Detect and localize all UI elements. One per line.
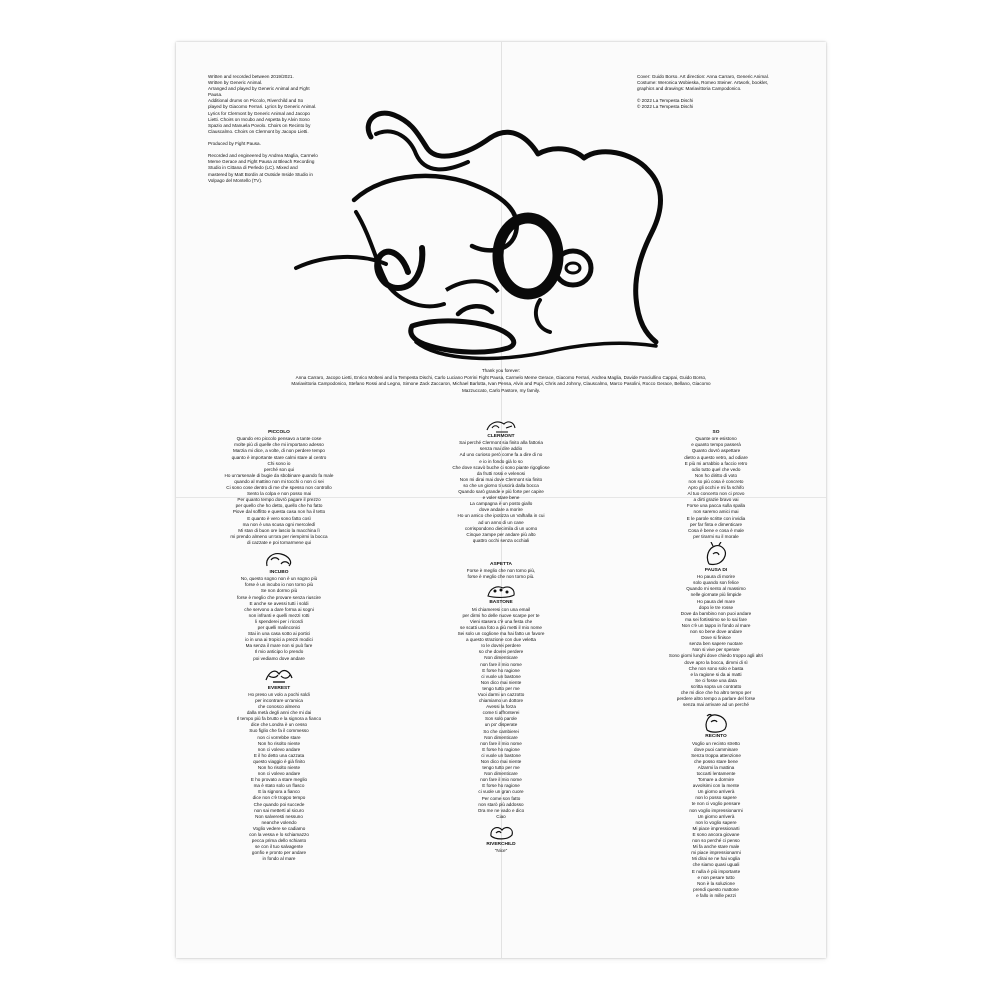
text-line: Lyrics for Clermont by Generic Animal and Jacopo — [208, 110, 310, 116]
text-line: nelle giornate più limpide — [690, 592, 742, 598]
text-line: non sai metterti al sicuro — [254, 807, 304, 813]
text-line: non so più cosa è concreto — [688, 478, 744, 484]
lyrics-clermont — [431, 440, 571, 544]
text-line: per tirarmi su il morale — [693, 533, 739, 539]
text-line: mastered by Matt Bordin at Outside Inside Studio in — [208, 171, 313, 177]
text-line: Non c'è un tappo in fondo al mare — [681, 622, 751, 628]
lyrics-pausa-di — [646, 574, 786, 708]
text-line: Written by Generic Animal. — [208, 80, 263, 86]
song-title-recinto: RECINTO — [705, 734, 727, 740]
song-title-clermont: CLERMONT — [487, 434, 515, 439]
text-line: Voglio vedere se cadiamo — [252, 825, 306, 831]
song-title-piccolo: PICCOLO — [268, 430, 290, 435]
text-line: so che dovrei perdere — [478, 649, 524, 655]
text-line: Se non dormo più — [260, 588, 298, 594]
text-line: mi piace impressionarmi — [691, 850, 741, 856]
text-line: E anche se avessi tutti i soldi — [249, 600, 309, 606]
text-line: So che cambierei — [483, 728, 519, 734]
text-line: quanto è importante stare calmi stare al centro — [231, 454, 327, 460]
poster-sheet — [176, 42, 826, 958]
text-line: E forse ho ragione — [482, 667, 520, 673]
text-line: Per quanto tempo dovrò pagare il prezzo — [237, 497, 321, 503]
text-line: E sono ancora giovane — [692, 831, 740, 837]
text-line: © 2022 La Tempesta Dischi — [637, 104, 694, 110]
text-line: non saremo amici mai — [693, 509, 739, 515]
text-line: Non si vive per sperare — [692, 647, 740, 653]
big-eye-outer — [498, 218, 558, 294]
text-line: per far finta e dimenticare — [689, 521, 743, 527]
lyrics-incubo — [209, 576, 349, 661]
song-title-riverchild: RIVERCHILD — [486, 841, 516, 847]
text-line: e la ragione si da ai matti — [690, 671, 742, 677]
brow-line — [354, 176, 517, 250]
text-line: corrispondono diecimila di un uomo — [464, 525, 538, 531]
text-line: so che un giorno ti uscirà dalla bocca — [463, 482, 539, 488]
text-line: senza mai arrivare ad un perché — [683, 702, 749, 708]
lyrics-bastone — [431, 607, 571, 820]
text-line: Produced by Fight Pausa. — [208, 141, 261, 147]
nose-line — [536, 300, 550, 332]
clermont-doodle-icon — [484, 418, 518, 434]
text-line: Apro gli occhi e mi fa schifo — [688, 485, 744, 491]
text-line: E la signora a fianco — [258, 789, 300, 795]
column-center — [431, 416, 571, 854]
text-line: dice non c'è troppo tempo — [252, 795, 306, 801]
text-line: che posso stare bene — [694, 758, 738, 764]
text-line: ad un anno di un cane — [478, 519, 524, 525]
text-line: e non pesare tutto — [697, 874, 735, 880]
text-line: e io in fondo già lo so — [479, 458, 523, 464]
text-line: Alzarmi la mattina — [697, 764, 735, 770]
text-line: Forse una pacca sulla spalla — [686, 503, 746, 509]
song-title-aspetta: ASPETTA — [489, 561, 513, 567]
recinto-doodle-icon — [701, 710, 731, 734]
text-line: Mi stan di buon ore lascio la macchina lì — [238, 527, 320, 533]
text-line: Piove dal soffitto e questa casa non ha il tetto — [232, 509, 326, 515]
text-line: non so perché ci penso — [692, 838, 740, 844]
text-line: Meme Gerace and Fight Pausa at Bleach Recording — [208, 159, 315, 165]
text-line: li spenderei per i ricordi — [255, 618, 303, 624]
text-line: Non ho diritto di voto — [694, 472, 738, 478]
text-line: Ho un amico che ipotizza un Valhalla in cui — [457, 513, 545, 519]
song-title-pausa-di: PAUSA DI — [704, 567, 728, 573]
text-line: Arranged and played by Generic Animal and Fight — [208, 86, 310, 92]
text-line: e voler stare bene — [482, 495, 520, 501]
text-line: forse è meglio che non torno più. — [467, 574, 535, 580]
text-line: ci vuole un bastone — [481, 673, 521, 679]
text-line: Lietti. Choirs on Incubo and Aspetta by Alvin Sono — [208, 116, 310, 122]
text-line: Ora me ne vado e dico — [477, 807, 525, 813]
text-line: quando al mattino non mi tocchi o non ci sei — [234, 478, 324, 484]
text-line: E più mi arrabbio a faccio retro — [684, 460, 748, 466]
text-line: Ma senza il mare non si può fare — [245, 643, 313, 649]
pausa-di-doodle-icon — [701, 542, 731, 568]
text-line: solo quando son felice — [693, 580, 739, 586]
text-line: Non dico mai niente — [480, 759, 522, 765]
text-line: che servono a dare forma ai sogni — [244, 606, 314, 612]
text-line: © 2022 La Tempesta Dischi — [637, 98, 694, 104]
text-line: E ho provato a stare meglio — [250, 777, 308, 783]
text-line: Tornare a dormire — [697, 777, 735, 783]
text-line: un po' disperate — [484, 722, 518, 728]
text-line: Senza troppa attenzione — [691, 752, 741, 758]
thanks-block — [266, 368, 736, 394]
text-line: non lo voglio sapere — [695, 819, 737, 825]
riverchild-doodle-icon — [486, 822, 516, 842]
text-line: non voglio impressionarmi — [689, 807, 743, 813]
text-line: non ci volevo andare — [257, 746, 301, 752]
text-line: Avessi la forza — [486, 704, 516, 710]
text-line: Che non sono solo e basta — [688, 665, 744, 671]
text-line: poi vediamo dove andare — [253, 655, 305, 661]
text-line: per dirmi ho delle nuove scarpe per te — [462, 612, 540, 618]
text-line: non fare il mio nome — [480, 777, 522, 783]
text-line: in fondo al mare — [262, 856, 296, 862]
text-line: Ho un'arsenale di bugie da sbobinare quando fa male — [224, 472, 334, 478]
text-line: Mi chiameresi con una email — [471, 606, 531, 612]
text-line: Quando ero piccolo pensavo a tante cose — [236, 436, 322, 442]
text-line: Additional drums on Piccolo, Riverchild and So — [208, 98, 304, 104]
text-line: Vuoi darmi un cazzotto — [477, 691, 525, 697]
text-line: Forse è meglio che non torno più, — [466, 568, 536, 574]
mid-line — [296, 257, 386, 268]
text-line: con la vessa e lo schiamazzo — [249, 832, 309, 838]
text-line: Studio in Cittana di Perledo (LC). Mixed and — [208, 165, 298, 171]
text-line: Cinque zampe per andare più alto — [466, 531, 536, 537]
text-line: a questo strazione con due veletta — [466, 637, 536, 643]
text-line: Non ho risolto niente — [257, 765, 301, 771]
text-line: Cosa è bene e cosa è male — [688, 527, 744, 533]
text-line: Che quando poi succede — [253, 801, 305, 807]
text-line: No, questo sogno non è un sogno più — [240, 576, 318, 582]
cheek-bump — [458, 306, 492, 314]
text-line: Ho paura del mare — [696, 598, 736, 604]
text-line: io in una ai tropici a prezzi modici — [245, 637, 313, 643]
text-line: Al tuo concerto non ci provo — [687, 491, 745, 497]
text-line: dice che Londra è un cesso — [250, 722, 308, 728]
text-line: Recorded and engineered by Andrea Maglia, Carmelo — [208, 153, 318, 159]
text-line: non so bene dove andare — [689, 629, 743, 635]
text-line: gonfio e pronto per andare — [251, 850, 307, 856]
text-line: Mi fa anche stare male — [692, 844, 740, 850]
text-line: Non ho risolto niente — [257, 740, 301, 746]
text-line: per quello che ho detto, quello che ho fatto — [235, 503, 323, 509]
lyrics-piccolo — [209, 436, 349, 546]
incubo-doodle-icon — [263, 548, 295, 570]
everest-doodle-icon — [263, 664, 295, 686]
text-line: Non dimenticare — [484, 734, 518, 740]
text-line: Ho paura di morire — [696, 574, 736, 580]
text-line: odio tutto quel che vedo — [691, 466, 741, 472]
text-line: ma è stato solo un flasco — [253, 783, 305, 789]
lyrics-recinto — [646, 741, 786, 899]
text-line: Costume: Weronica Wobieska, Romeo Steiner. Artwork, booklet, — [637, 80, 769, 86]
text-line: Mi piace impressionarti — [692, 825, 740, 831]
text-line: che siamo quasi uguali — [692, 862, 740, 868]
column-left — [209, 430, 349, 863]
text-line: Dove si finisce — [701, 635, 731, 641]
text-line: non ci vorrebbe stare — [257, 734, 301, 740]
text-line: Ci sono cose dentro di me che spesso non controllo — [226, 485, 332, 491]
text-line: Che dove scavò buche ci sono piante rigogliose — [452, 464, 550, 470]
text-line: perché son qui — [263, 466, 295, 472]
text-line: Ciao — [496, 813, 506, 819]
text-line: E forse ho ragione — [482, 783, 520, 789]
text-line: perdere altro tempo a parlare del forse — [676, 696, 756, 702]
text-line: La campagna è un posto giallo — [469, 501, 533, 507]
text-line: dalla metà degli anni che mi dai — [246, 710, 312, 716]
text-line: Sai perché Clermont sia finito alla fattoria — [459, 440, 543, 446]
song-title-everest: EVEREST — [267, 685, 291, 691]
text-line: e quanto tempo passerà — [691, 442, 741, 448]
text-line: tengo tutto per me — [482, 685, 520, 691]
thanks-title: Thank you forever: — [481, 368, 521, 373]
text-line: non fare il mio nome — [480, 661, 522, 667]
text-line: questo viaggio è già finito — [253, 758, 305, 764]
text-line: Se ci fosse una data — [695, 677, 737, 683]
text-line: Non dico mai niente — [480, 679, 522, 685]
text-line: senza ben sapere nuotare — [689, 641, 743, 647]
text-line: se con il tuo salvagente — [254, 844, 303, 850]
bastone-doodle-icon — [485, 582, 517, 600]
song-title-so: SO — [712, 430, 720, 435]
text-line: E forse ho ragione — [482, 746, 520, 752]
text-line: Non salveresti nessuno — [255, 813, 303, 819]
text-line: Non è la soluzione — [697, 880, 735, 886]
text-line: non fare il mio nome — [480, 740, 522, 746]
text-line: Spazio and Manuela Povolo. Choirs on Recinto by — [208, 122, 311, 128]
text-line: se scatti una foto a più metti il mio nome — [460, 624, 542, 630]
bridge-line — [446, 281, 498, 292]
text-line: dove puoi camminare — [694, 746, 738, 752]
small-eye-inner — [566, 263, 580, 273]
text-line: molte più di quelle che mi importano adesso — [234, 442, 324, 448]
text-line: Ad uno curioso però come fa a dire di no — [459, 452, 543, 458]
text-line: dietro a questo vetro, ad odiare — [684, 454, 748, 460]
text-line: forse è meglio che provare senza riuscire — [236, 594, 321, 600]
text-line: Mazzuccato, Carlo Pastore, my family. — [461, 387, 541, 393]
text-line: come ti affronterei — [482, 710, 520, 716]
text-line: senza mai dire addio — [479, 446, 523, 452]
text-line: e fallo in mille pezzi — [696, 892, 736, 898]
text-line: ci vuole un gran cuore — [478, 789, 524, 795]
text-line: ma sei fortissimo se lo sai fare — [685, 616, 747, 622]
text-line: tengo tutto per me — [482, 765, 520, 771]
text-line: Il tempo più fa brutto e la signora a fianco — [236, 716, 322, 722]
text-line: non infranti e quelli mezzi rotti — [248, 612, 310, 618]
text-line: Son solo parole — [485, 716, 517, 722]
text-line: dove apro la bocca, dimmi di sì — [684, 659, 748, 665]
text-line: Suo figlio che fa il commesso — [249, 728, 309, 734]
text-line: Clauscalmo. Choirs on Clermont by Jacopo Lietti. — [208, 128, 309, 134]
song-title-incubo: INCUBO — [269, 569, 289, 575]
text-line: Non dimenticare — [484, 655, 518, 661]
song-title-bastone: BASTONE — [489, 600, 513, 606]
text-line: Vieni stasera c'è una festa che — [469, 618, 533, 624]
text-line: played by Giacomo Ferrari. Lyrics by Generic Animal. — [208, 104, 317, 110]
text-line: E il ho detto una cazzata — [253, 752, 305, 758]
text-line: Sento la colpa e non posso mai — [246, 491, 312, 497]
text-line: Mi dirai se ne hai voglia — [691, 856, 740, 862]
text-line: ci vuole un bastone — [481, 752, 521, 758]
text-line: Volpago del Montello (TV). — [208, 177, 263, 183]
text-line: prendi questo mattone — [693, 886, 739, 892]
text-line: Un giorno arriverà — [697, 813, 735, 819]
text-line: Per come son fatto — [481, 795, 521, 801]
text-line: dove andare a morire — [479, 507, 523, 513]
text-line: Written and recorded between 2019/2021. — [208, 74, 294, 79]
lyrics-aspetta — [431, 568, 571, 580]
lyrics-so — [646, 436, 786, 540]
text-line: Un giorno arriverà — [697, 789, 735, 795]
text-line: per quelli malinconici — [257, 625, 301, 631]
text-line: Marzia mi dice, a volte, di non perdere tempo — [233, 448, 325, 454]
text-line: Quante ore esistono — [695, 436, 737, 442]
text-line: non lo posso sapere — [695, 795, 737, 801]
text-line: E le parole scritte con invidia — [686, 515, 746, 521]
text-line: Quando mi sento al massimo — [686, 586, 746, 592]
text-line: avvolsimi con la mente — [692, 783, 740, 789]
lyrics-everest — [209, 692, 349, 863]
text-line: a dirti grazie bravo vai — [693, 497, 739, 503]
text-line: Il mio anticipo lo prendo — [254, 649, 304, 655]
text-line: ma non è una scusa ogni mercoledì — [242, 521, 316, 527]
text-line: mi prendo almeno un'ora per riempirmi la bocca — [230, 533, 328, 539]
text-line: Pausa. — [208, 92, 223, 98]
text-line: dopo le tre rosse — [698, 604, 734, 610]
text-line: Chi sono io — [267, 460, 291, 466]
lyrics-riverchild — [431, 848, 571, 854]
text-line: Sei solo un coglione ma hai fatto un favore — [457, 631, 545, 637]
text-line: da frutti rossi e velenosi — [476, 470, 526, 476]
thanks-lines — [266, 375, 736, 395]
text-line: neanche volendo — [261, 819, 297, 825]
text-line: Ho preso un volo a pochi soldi — [248, 691, 310, 697]
text-line: E nulla è più importante — [691, 868, 741, 874]
text-line: forse è un incubo io non torno più — [244, 582, 314, 588]
text-line: Non mi dirai mai dove Clermont sia finito — [459, 476, 543, 482]
text-line: Dove da bambino non puoi andare — [680, 610, 752, 616]
text-line: Sono giorni lunghi dove chiedo troppo agli altri — [668, 653, 764, 659]
text-line: Stai in una casa sotto ai portici — [247, 631, 311, 637]
text-line: Voglio un recinto stretto — [691, 740, 740, 746]
text-line: graphics and drawings: Mariavittoria Campodonico. — [637, 86, 742, 92]
text-line: scritta sopra un contratto — [690, 683, 742, 689]
text-line: di cazzate e poi tornarmene qui — [246, 539, 312, 545]
text-line: quattro occhi senza occhiali — [472, 537, 530, 543]
text-line: toccarti lentamente — [696, 771, 736, 777]
text-line: che mi dice che ho altro tempo per — [680, 689, 752, 695]
text-line: te non ci voglio pensare — [691, 801, 741, 807]
text-line: Io le dovrei perdere — [481, 643, 521, 649]
text-line: chiamiamo un dottore — [478, 698, 524, 704]
left-eye-swirl — [377, 248, 422, 288]
text-line: Cover: Guido Borso. Art direction: Anna Carraro, Generic Animal. — [637, 74, 770, 79]
text-line: non starò più addosso — [478, 801, 524, 807]
text-line: E quanto è vero sono fatto così — [247, 515, 311, 521]
text-line: Quando sarò grande e più forte per capire — [458, 489, 544, 495]
text-line: Non dimenticare — [484, 771, 518, 777]
text-line: non ci volevo andare — [257, 771, 301, 777]
text-line: Mariavittoria Campodonico, Stefano Rossi and Legno, Simone Zack Zaccaron, Michael Barlotta, Ivan Pensa, Alvin and Pupi, Chris and Johnny, Clauscalmo, Marco Pasolini, Rocco Gerace, Bellano, Giacomo — [291, 381, 711, 387]
text-line: pecca prima dello schianto — [251, 838, 307, 844]
text-line: che conosco almeno — [257, 704, 301, 710]
text-line: per incontrare un'amica — [255, 697, 303, 703]
text-line: Anna Carraro, Jacopo Lietti, Enrico Molteni and la Tempesta Dischi, Carlo Luciano Porrini Fight Pausa, Carmelo Meme Gerace, Giacomo Ferrari, Andrea Maglia, Davide Fanciullino Cappai, Guido Borso, — [295, 374, 707, 380]
text-line: "Nice" — [494, 848, 508, 854]
text-line: Quanto dovrò aspettare — [691, 448, 741, 454]
column-right — [646, 430, 786, 899]
